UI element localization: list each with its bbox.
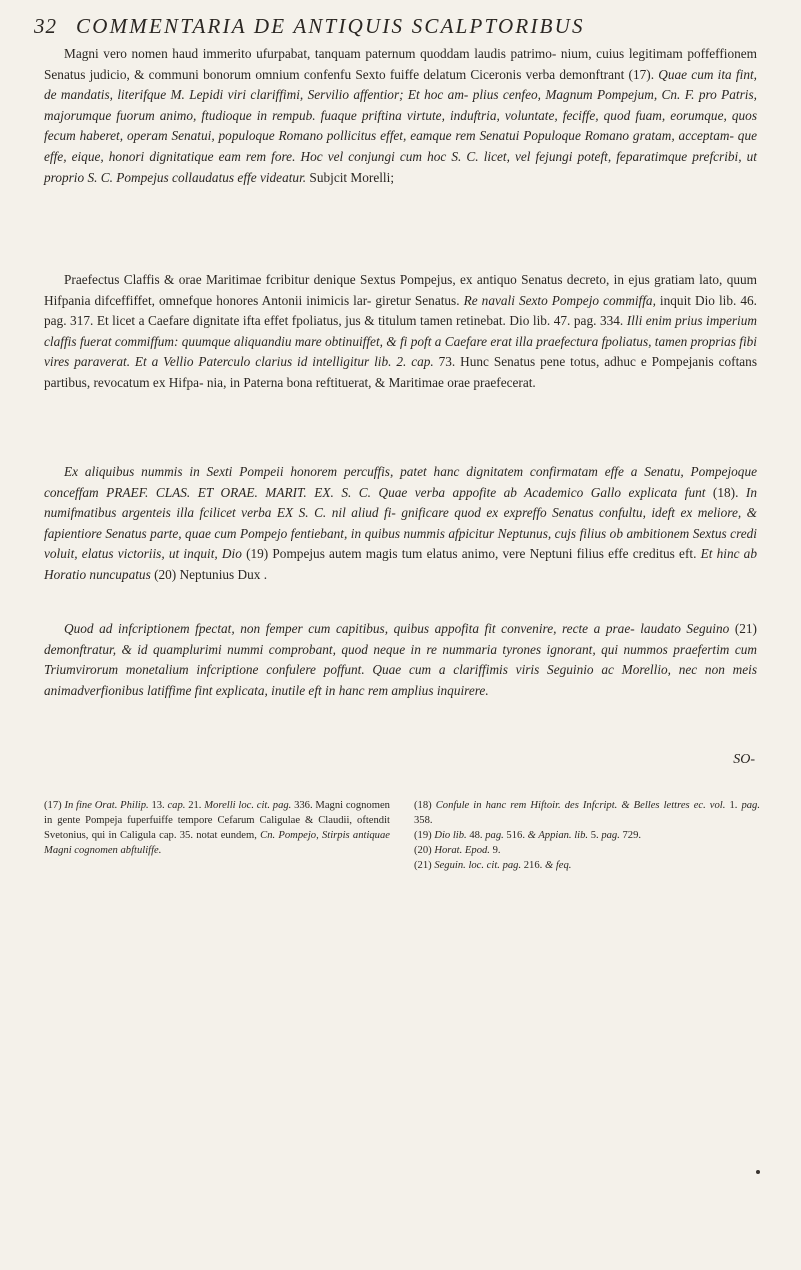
paragraph-text [44, 462, 757, 586]
text-run: 13. [148, 800, 168, 811]
italic-run: Cn. Pompejo, Stirpis antiquae Magni cognomen abftuliffe. [44, 830, 390, 856]
text-run: 216. [521, 860, 545, 871]
italic-run: Ex aliquibus nummis in Sexti Pompeii honorem percuffis, patet hanc dignitatem confirmatam effe a Senatu, Pompejoque conceffam PRAEF. CLAS. ET ORAE. MARIT. EX. S. C. Quae verba appofite ab Academico Gallo explicata funt [44, 464, 757, 500]
text-run: (19) Pompejus autem magis tum elatus animo, vere Neptuni filius effe creditus eft. [241, 546, 701, 562]
italic-run: Re navali Sexto Pompejo commiffa, [463, 292, 656, 308]
text-run: (17) [44, 800, 65, 811]
text-run: 5. [588, 830, 602, 841]
text-run: (21) [729, 621, 757, 636]
text-run: (20) Neptunius Dux . [150, 566, 268, 582]
italic-run: demonftratur, & id quamplurimi nummi comprobant, quod neque in re nummaria tyrones ignorant, qui nummos praefertim cum Triumvirorum monetalium infcriptione confulere poffunt. Quae cum a clariffimis viris Seguinio ac Morellio, nec non meis animadverfionibus latiffime fint explicata, inutile eft in hanc rem amplius inquirere. [44, 641, 757, 698]
text-run: (18). [705, 484, 746, 500]
text-run: 729. [619, 830, 642, 841]
italic-run: Quod ad infcriptionem fpectat, non femper cum capitibus, quibus appofita fit convenire, recte a prae- laudato Seguino [64, 621, 730, 636]
text-run: 9. [489, 845, 501, 856]
page-number: 32 [34, 14, 57, 38]
italic-run: Morelli loc. cit. pag. [204, 800, 292, 811]
italic-run: Dio lib. [434, 830, 467, 841]
text-run: (20) [414, 845, 435, 856]
footnote [414, 798, 760, 828]
text-run: 336. Magni cognomen in gente Pompeja fuperfuiffe tempore Cefarum Caligulae & Claudii, oftendit Svetonius, qui in Caligula cap. 35. notat eundem, [44, 800, 390, 841]
italic-run: Et hinc ab Horatio nuncupatus [44, 546, 757, 582]
text-run: (18) [414, 800, 436, 811]
italic-run: Confule in hanc rem Hiftoir. des Infcript. & Belles lettres ec. vol. [435, 800, 726, 811]
text-run: 73. Hunc Senatus pene totus, adhuc e Pompejanis coftans partibus, revocatum ex Hifpa- nia, in Paterna bona reftituerat, & Maritimae orae praefecerat. [44, 354, 758, 390]
italic-run: Quae cum ita fint, de mandatis, literifque M. Lepidi viri clariffimi, Servilio affentior; Et hoc am- plius cenfeo, Magnum Pompejum, Cn. F. pro Patris, majorumque fuorum animo, ftudioque in rempub. fuaque priftina virtute, induftria, voluntate, feciffe, quod fuam, eorumque, quos fecum haberet, operam Senatui, populoque Romano pollicitus effet, eamque rem Senatui Populoque Romano gratam, acceptam- que effe, eique, honori dignitatique eam rem fore. Hoc vel conjungi cum hoc S. C. licet, vel fejungi poteft, feparatimque prefcribi, ut proprio S. C. Pompejus collaudatus effe videatur. [44, 66, 757, 185]
text-run: (19) [414, 830, 435, 841]
text-run: 516. [503, 830, 528, 841]
text-run: 21. [185, 800, 205, 811]
footnote [414, 843, 760, 858]
text-run: 358. [414, 815, 433, 826]
paragraph-3 [44, 462, 757, 586]
italic-run: In fine Orat. Philip. [64, 800, 149, 811]
paragraph-text [44, 270, 757, 394]
italic-run: pag. [485, 830, 504, 841]
italic-run: Horat. Epod. [434, 845, 490, 856]
page-header [34, 14, 761, 40]
italic-run: Seguin. loc. cit. pag. [434, 860, 522, 871]
footnotes-right-column [414, 798, 760, 873]
footnote [414, 828, 760, 843]
paragraph-text [44, 619, 757, 701]
text-run: Praefectus Claffis & orae Maritimae fcribitur denique Sextus Pompejus, ex antiquo Senatus decreto, in ejus gratiam lato, quum Hifpania difceffiffet, omnefque honores Antonii inimicis lar- giretur Senatus. [44, 272, 757, 308]
text-run: Subjcit Morelli; [306, 169, 395, 185]
ink-speck [756, 1170, 760, 1174]
catchword: SO- [733, 752, 755, 767]
italic-run: cap. [167, 800, 186, 811]
footnotes-left-column [44, 798, 390, 858]
text-run: Magni vero nomen haud immerito ufurpabat, tanquam paternum quoddam laudis patrimo- nium, cuius legitimam poffeffionem Senatus judicio, & communi bonorum omnium confenfu Sexto fuiffe delatum Ciceronis verba demonftrant (17). [44, 46, 757, 82]
italic-run: & feq. [544, 860, 572, 871]
running-title: COMMENTARIA DE ANTIQUIS SCALPTORIBUS [76, 14, 585, 38]
italic-run: pag. [741, 800, 760, 811]
italic-run: & Appian. lib. [527, 830, 589, 841]
text-run: 1. [725, 800, 742, 811]
text-run: 48. [466, 830, 486, 841]
paragraph-4 [44, 619, 757, 701]
italic-run: In numifmatibus argenteis illa fcilicet verba EX S. C. nil aliud fi- gnificare quod ex expreffo Senatus confultu, ideft ex meliore, & fapientiore Senatus parte, quae cum Pompejo fentiebant, in quibus nummis afpicitur Neptunus, cujs filius ob ambitionem Sextus credi voluit, elatus victoriis, ut inquit, Dio [44, 484, 757, 562]
text-run: (21) [414, 860, 435, 871]
text-run: inquit Dio lib. 46. pag. 317. Et licet a Caefare dignitate ifta effet fpoliatus, jus & titulum tamen retinebat. Dio lib. 47. pag. 334. [44, 292, 757, 329]
italic-run: Illi enim prius imperium claffis fuerat commiffum: quumque aliquandiu mare obtinuiffet, & fi poft a Caefare erat illa praefectura fpoliatus, tamen proprias fibi vires paraverat. Et a Vellio Paterculo clarius id intelligitur lib. 2. cap. [44, 313, 757, 370]
paragraph-2 [44, 270, 757, 394]
italic-run: pag. [601, 830, 620, 841]
paragraph-text [44, 44, 757, 188]
paragraph-1 [44, 44, 757, 188]
footnote [44, 798, 390, 858]
footnote [414, 858, 760, 873]
